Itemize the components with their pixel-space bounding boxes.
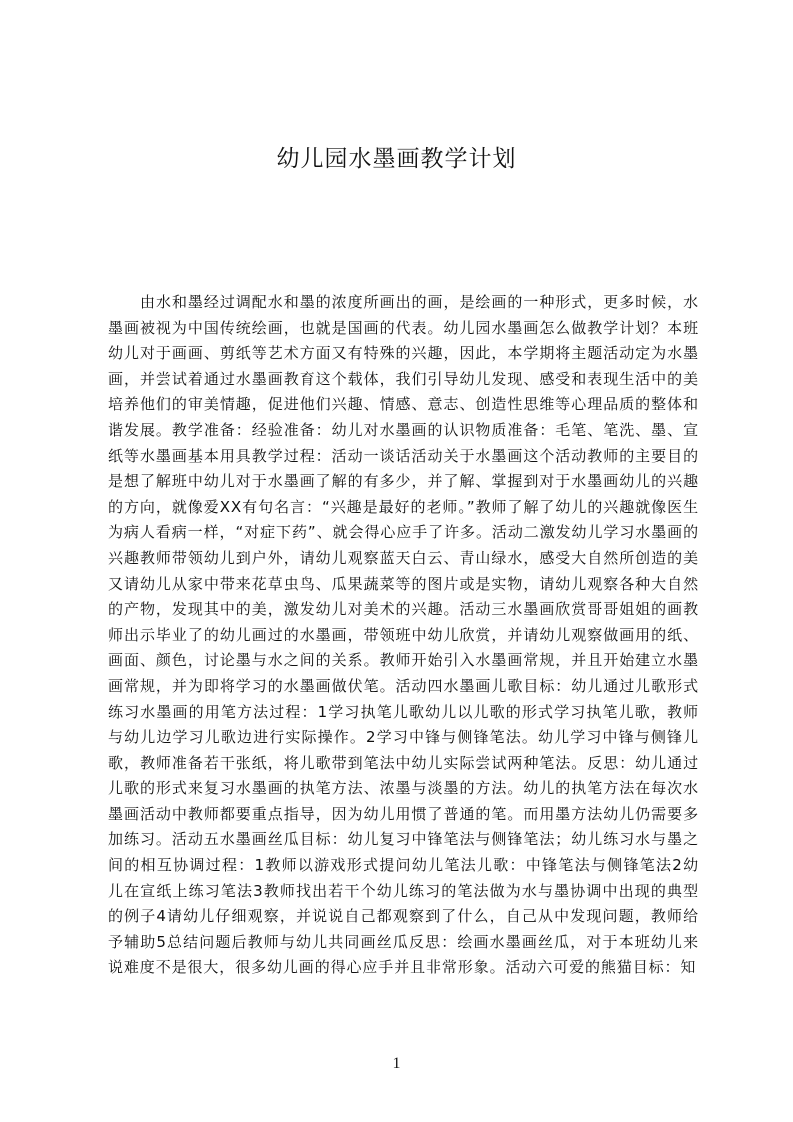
document-title: 幼儿园水墨画教学计划	[276, 146, 517, 172]
page-number: 1	[392, 1055, 401, 1072]
body-paragraph: 由水和墨经过调配水和墨的浓度所画出的画，是绘画的一种形式，更多时候，水墨画被视为中国传统绘画，也就是国画的代表。幼儿园水墨画怎么做教学计划？本班幼儿对于画画、剪纸等艺术方面又有特殊的兴趣，因此，本学期将主题活动定为水墨画，并尝试着通过水墨画教育这个载体，我们引导幼儿发现、感受和表现生活中的美培养他们的审美情趣，促进他们兴趣、情感、意志、创造性思维等心理品质的整体和谐发展。教学准备：经验准备：幼儿对水墨画的认识物质准备：毛笔、笔洗、墨、宣纸等水墨画基本用具教学过程：活动一谈话活动关于水墨画这个活动教师的主要目的是想了解班中幼儿对于水墨画了解的有多少，并了解、掌握到对于水墨画幼儿的兴趣的方向，就像爱XX有句名言：“兴趣是最好的老师。”教师了解了幼儿的兴趣就像医生为病人看病一样，“对症下药”、就会得心应手了许多。活动二激发幼儿学习水墨画的兴趣教师带领幼儿到户外，请幼儿观察蓝天白云、青山绿水，感受大自然所创造的美又请幼儿从家中带来花草虫鸟、瓜果蔬菜等的图片或是实物，请幼儿观察各种大自然的产物，发现其中的美，激发幼儿对美术的兴趣。活动三水墨画欣赏哥哥姐姐的画教师出示毕业了的幼儿画过的水墨画，带领班中幼儿欣赏，并请幼儿观察做画用的纸、画面、颜色，讨论墨与水之间的关系。教师开始引入水墨画常规，并且开始建立水墨画常规，并为即将学习的水墨画做伏笔。活动四水墨画儿歌目标：幼儿通过儿歌形式练习水墨画的用笔方法过程：1学习执笔儿歌幼儿以儿歌的形式学习执笔儿歌，教师与幼儿边学习儿歌边进行实际操作。2学习中锋与侧锋笔法。幼儿学习中锋与侧锋儿歌，教师准备若干张纸，将儿歌带到笔法中幼儿实际尝试两种笔法。反思：幼儿通过儿歌的形式来复习水墨画的执笔方法、浓墨与淡墨的方法。幼儿的执笔方法在每次水墨画活动中教师都要重点指导，因为幼儿用惯了普通的笔。而用墨方法幼儿仍需要多加练习。活动五水墨画丝瓜目标：幼儿复习中锋笔法与侧锋笔法；幼儿练习水与墨之间的相互协调过程：1教师以游戏形式提问幼儿笔法儿歌：中锋笔法与侧锋笔法2幼儿在宣纸上练习笔法3教师找出若干个幼儿练习的笔法做为水与墨协调中出现的典型的例子4请幼儿仔细观察，并说说自己都观察到了什么，自己从中发现问题，教师给予辅助5总结问题后教师与幼儿共同画丝瓜反思：绘画水墨画丝瓜，对于本班幼儿来说难度不是很大，很多幼儿画的得心应手并且非常形象。活动六可爱的熊猫目标：知	[108, 293, 699, 977]
